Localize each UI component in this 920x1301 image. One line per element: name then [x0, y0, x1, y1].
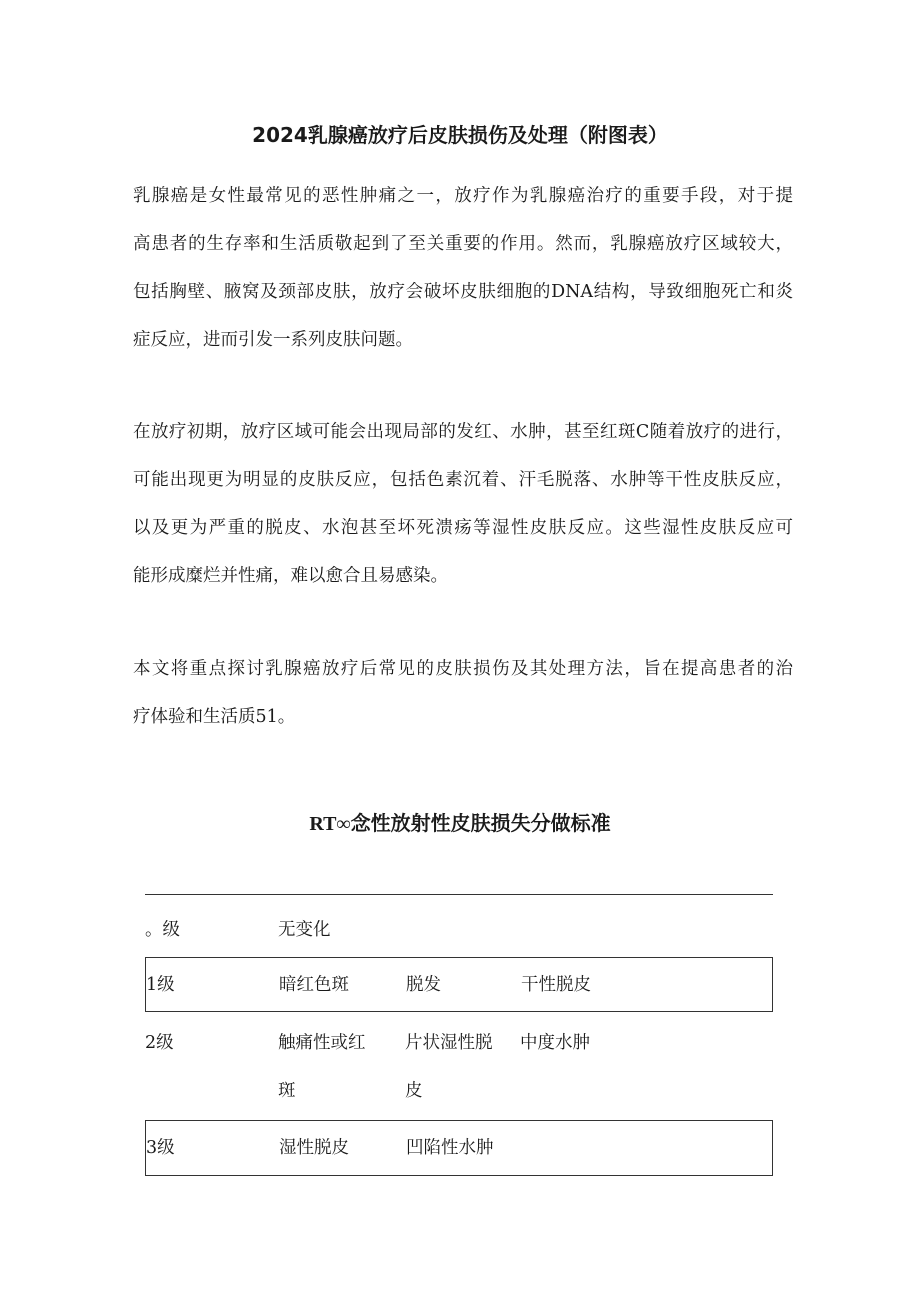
document-title: 2024乳腺癌放疗后皮肤损伤及处理（附图表）	[252, 123, 668, 147]
paragraph-line: 疗体验和生活质51。	[133, 707, 296, 727]
table-row	[145, 1120, 773, 1176]
grade-sign: 干性脱皮	[521, 975, 591, 995]
table-row	[145, 903, 773, 953]
grade-sign: 凹陷性水肿	[406, 1138, 494, 1158]
paragraph-line: 在放疗初期，放疗区域可能会出现局部的发红、水肿，甚至红斑C随着放疗的进行，	[133, 422, 793, 442]
purpose-paragraph	[133, 645, 793, 741]
grade-sign: 中度水肿	[520, 1033, 590, 1053]
intro-paragraph	[133, 172, 793, 364]
table-row	[145, 957, 773, 1012]
paragraph-line: 本文将重点探讨乳腺癌放疗后常见的皮肤损伤及其处理方法，旨在提高患者的治	[133, 659, 793, 679]
table-title	[0, 808, 920, 839]
grade-label: 3级	[146, 1138, 175, 1158]
grade-sign: 暗红色斑	[279, 975, 349, 995]
grade-label: 1级	[146, 975, 175, 995]
symptoms-paragraph	[133, 408, 793, 600]
paragraph-line: 能形成糜烂并性痛，难以愈合且易感染。	[133, 566, 448, 586]
grade-label: 。级	[145, 920, 180, 940]
table-top-rule	[145, 894, 773, 895]
table-title-prefix: RT∞	[309, 813, 351, 835]
grade-sign: 无变化	[278, 920, 331, 940]
grade-sign: 湿性脱皮	[279, 1138, 349, 1158]
grade-sign: 脱发	[406, 975, 441, 995]
paragraph-line: 以及更为严重的脱皮、水泡甚至坏死溃疡等湿性皮肤反应。这些湿性皮肤反应可	[133, 518, 793, 538]
paragraph-line: 乳腺癌是女性最常见的恶性肿痛之一，放疗作为乳腺癌治疗的重要手段，对于提	[133, 186, 793, 206]
paragraph-line: 症反应，进而引发一系列皮肤问题。	[133, 330, 413, 350]
grade-sign: 触痛性或红斑	[278, 1033, 366, 1101]
paragraph-line: 包括胸壁、腋窝及颈部皮肤，放疗会破坏皮肤细胞的DNA结构，导致细胞死亡和炎	[133, 282, 793, 302]
grade-sign: 片状湿性脱皮	[405, 1033, 493, 1101]
paragraph-line: 高患者的生存率和生活质敬起到了至关重要的作用。然而，乳腺癌放疗区域较大，	[133, 234, 793, 254]
table-title-text: 念性放射性皮肤损失分做标准	[350, 811, 611, 835]
table-row	[145, 1016, 773, 1116]
grade-label: 2级	[145, 1033, 174, 1053]
paragraph-line: 可能出现更为明显的皮肤反应，包括色素沉着、汗毛脱落、水肿等干性皮肤反应，	[133, 470, 793, 490]
